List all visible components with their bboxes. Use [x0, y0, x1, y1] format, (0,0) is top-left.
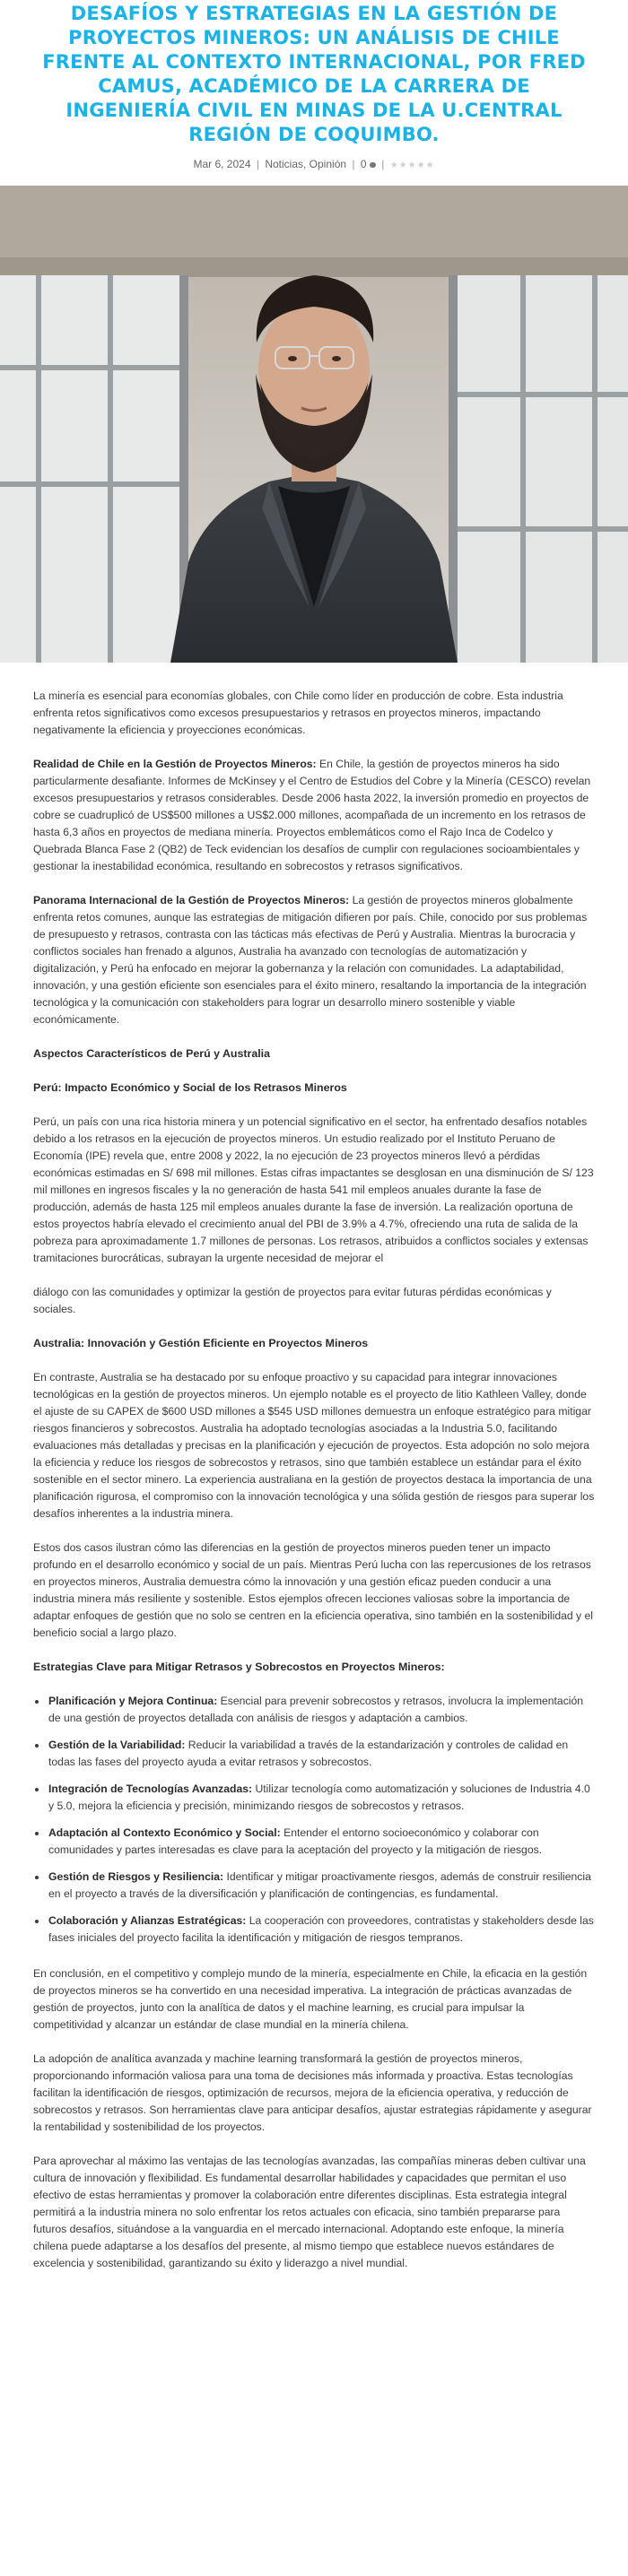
cases-paragraph: Estos dos casos ilustran cómo las diferencias en la gestión de proyectos mineros pueden tener un impacto profundo en el desarrollo económico y social de un país. Mientras Perú lucha con las repercusiones de los retrasos en proyectos mineros, Australia demuestra cómo la innovación y una gestión eficaz pueden conducir a una industria minera más resiliente y sostenible. Estos ejemplos ofrecen lecciones valiosas sobre la importancia de adaptar enfoques de gestión que no solo se centren en la eficiencia operativa, sino también en la sostenibilidad y el beneficio social a largo plazo. — [33, 1541, 594, 1639]
strategy-lead: Planificación y Mejora Continua: — [48, 1695, 218, 1707]
analytics-paragraph: La adopción de analítica avanzada y machine learning transformará la gestión de proyectos mineros, proporcionando información valiosa para una toma de decisiones más informada y proactiva. Estas tecnologías facilitan la identificación de riesgos, optimización de recursos, mejora de la eficiencia operativa, y reducción de sobrecostos y retrasos. Son herramientas clave para anticipar desafíos, ajustar estrategias rápidamente y asegurar la rentabilidad y sostenibilidad de los proyectos. — [33, 2052, 592, 2133]
list-item — [48, 1912, 595, 1947]
strategy-lead: Colaboración y Alianzas Estratégicas: — [48, 1914, 247, 1927]
chile-paragraph — [33, 756, 595, 875]
spacer — [33, 1267, 595, 1284]
aspects-heading: Aspectos Característicos de Perú y Australia — [33, 1047, 270, 1060]
strategy-text: Esencial para prevenir sobrecostos y retrasos, involucra la implementación de una gestión de proyectos detallada con análisis de riesgos y adaptación a cambios. — [48, 1695, 584, 1724]
list-item — [48, 1781, 595, 1815]
peru-heading: Perú: Impacto Económico y Social de los Retrasos Mineros — [33, 1081, 347, 1094]
list-item — [48, 1737, 595, 1771]
strategy-text: Identificar y mitigar proactivamente riesgos, además de construir resiliencia en el proyecto a través de la diversificación y planificación de contingencias, es fundamental. — [48, 1870, 591, 1900]
conclusion-paragraph: En conclusión, en el competitivo y complejo mundo de la minería, especialmente en Chile, la eficacia en la gestión de proyectos mineros se ha convertido en una necesidad imperativa. La integración de prácticas avanzadas de gestión de proyectos, junto con la analítica de datos y el machine learning, es crucial para impulsar la competitividad y alcanzar un estándar de clase mundial en la minería chilena. — [33, 1967, 588, 2031]
list-item — [48, 1825, 595, 1859]
strategy-text: La cooperación con proveedores, contratistas y stakeholders desde las fases iniciales del proyecto facilita la identificación y mitigación de riesgos tempranos. — [48, 1914, 594, 1944]
peru-paragraph-continued: diálogo con las comunidades y optimizar la gestión de proyectos para evitar futuras pérdidas económicas y sociales. — [33, 1286, 552, 1315]
chile-paragraph-lead: Realidad de Chile en la Gestión de Proyectos Mineros: — [33, 758, 317, 770]
post-date: Mar 6, 2024 — [193, 158, 251, 170]
rating-stars: ★★★★★ — [389, 160, 435, 170]
international-paragraph-lead: Panorama Internacional de la Gestión de Proyectos Mineros: — [33, 894, 350, 906]
meta-separator: | — [381, 158, 385, 170]
article-header — [0, 0, 628, 186]
australia-heading: Australia: Innovación y Gestión Eficiente en Proyectos Mineros — [33, 1337, 369, 1349]
australia-paragraph: En contraste, Australia se ha destacado por su enfoque proactivo y su capacidad para integrar innovaciones tecnológicas en la gestión de proyectos mineros. Un ejemplo notable es el proyecto de litio Kathleen Valley, donde el ajuste de su CAPEX de $600 USD millones a $545 USD millones demuestra un enfoque estratégico para mitigar riesgos financieros y sobrecostos. Australia ha adoptado tecnologías asociadas a la Industria 5.0, facilitando evaluaciones más detalladas y precisas en la planificación y ejecución de proyectos. Esta adopción no solo mejora la eficiencia y reduce los riesgos de sobrecostos y retrasos, sino que también establece un estándar para el éxito sostenible en el sector minero. La experiencia australiana en la gestión de proyectos destaca la importancia de una planificación rigurosa, el compromiso con la innovación tecnológica y una sólida gestión de riesgos para superar los desafíos inherentes a la industria minera. — [33, 1371, 595, 1520]
article-body — [0, 663, 628, 2325]
strategy-text: Utilizar tecnología como automatización y soluciones de Industria 4.0 y 5.0, mejora la eficiencia y precisión, minimizando riesgos de sobrecostos y retrasos. — [48, 1782, 590, 1812]
comment-count: 0 — [360, 158, 367, 170]
meta-separator: | — [352, 158, 355, 170]
portrait-photo — [0, 186, 628, 663]
meta-separator: | — [256, 158, 259, 170]
final-paragraph: Para aprovechar al máximo las ventajas de las tecnologías avanzadas, las compañías mineras deben cultivar una cultura de innovación y flexibilidad. Es fundamental desarrollar habilidades y capacidades que permitan el uso efectivo de estas herramientas y promover la colaboración entre diferentes disciplinas. Esta estrategia integral permitirá a la industria minera no solo enfrentar los retos actuales con eficacia, sino también prepararse para futuros desafíos, situándose a la vanguardia en el mercado internacional. Adoptando este enfoque, la minería chilena puede adaptarse a los desafíos del presente, al mismo tiempo que establece nuevos estándares de excelencia y sostenibilidad, garantizando su éxito y liderazgo a nivel mundial. — [33, 2155, 586, 2269]
strategy-lead: Integración de Tecnologías Avanzadas: — [48, 1782, 253, 1795]
chile-paragraph-text: En Chile, la gestión de proyectos mineros ha sido particularmente desafiante. Informes de McKinsey y el Centro de Estudios del Cobre y la Minería (CESCO) revelan excesos presupuestarios y retrasos considerables. Desde 2006 hasta 2022, la inversión promedio en proyectos de cobre se cuadruplicó de US$500 millones a US$2.000 millones, acompañada de un incremento en los retrasos de hasta 6,3 años en proyectos de mediana minería. Proyectos emblemáticos como el Rajo Inca de Codelco y Quebrada Blanca Fase 2 (QB2) de Teck evidencian los desafíos de cumplir con regulaciones socioambientales y gestionar la inestabilidad económica, resultando en sobrecostos y retrasos significativos. — [33, 758, 591, 872]
strategy-lead: Gestión de Riesgos y Resiliencia: — [48, 1870, 224, 1883]
intro-paragraph: La minería es esencial para economías globales, con Chile como líder en producción de cobre. Esta industria enfrenta retos significativos como excesos presupuestarios y retrasos en proyectos mineros, impactando negativamente la eficiencia y proyecciones económicas. — [33, 690, 563, 736]
international-paragraph-text: La gestión de proyectos mineros globalmente enfrenta retos comunes, aunque las estrategias de mitigación difieren por país. Chile, conocido por sus problemas de presupuesto y retrasos, contrasta con las tácticas más efectivas de Perú y Australia. Mientras la burocracia y conflictos sociales han frenado a algunos, Australia ha avanzado con tecnologías de automatización y digitalización, y Perú ha enfocado en mejorar la gobernanza y la relación con comunidades. La adaptabilidad, innovación, y una gestión eficiente son esenciales para el éxito minero, resaltando la importancia de la integración tecnológica y la comunicación con stakeholders para lograr un desarrollo minero sostenible y viable económicamente. — [33, 894, 588, 1026]
strategy-lead: Adaptación al Contexto Económico y Social: — [48, 1826, 281, 1839]
strategy-lead: Gestión de la Variabilidad: — [48, 1739, 186, 1751]
strategy-text: Reducir la variabilidad a través de la estandarización y controles de calidad en todas las fases del proyecto ayuda a evitar retrasos y sobrecostos. — [48, 1739, 569, 1768]
comments-link[interactable] — [361, 158, 376, 170]
list-item — [48, 1869, 595, 1903]
international-paragraph — [33, 892, 595, 1028]
article-title: DESAFÍOS Y ESTRATEGIAS EN LA GESTIÓN DE PROYECTOS MINEROS: UN ANÁLISIS DE CHILE FRENTE AL CONTEXTO INTERNACIONAL, POR FRED CAMUS, ACADÉMICO DE LA CARRERA DE INGENIERÍA CIVIL EN MINAS DE LA U.CENTRAL REGIÓN DE COQUIMBO. — [42, 3, 586, 145]
strategy-text: Entender el entorno socioeconómico y colaborar con comunidades y partes interesadas es clave para la aceptación del proyecto y la mitigación de riesgos. — [48, 1826, 543, 1856]
hero-image — [0, 186, 628, 663]
comment-icon — [370, 162, 376, 168]
strategies-heading: Estrategias Clave para Mitigar Retrasos y Sobrecostos en Proyectos Mineros: — [33, 1661, 445, 1673]
post-meta — [36, 158, 592, 170]
post-categories-link[interactable]: Noticias, Opinión — [265, 158, 347, 170]
peru-paragraph: Perú, un país con una rica historia minera y un potencial significativo en el sector, ha enfrentado desafíos notables debido a los retrasos en la ejecución de proyectos mineros. Un estudio realizado por el Instituto Peruano de Economía (IPE) revela que, entre 2008 y 2022, la no ejecución de 23 proyectos mineros llevó a pérdidas económicas estimadas en S/ 698 mil millones. Estas cifras impactantes se desglosan en una disminución de S/ 123 mil millones en ingresos fiscales y la no generación de hasta 541 mil empleos anuales durante la fase de producción, además de hasta 125 mil empleos anuales durante la fase de inversión. La realización oportuna de estos proyectos habría elevado el crecimiento anual del PBI de 3.9% a 4.7%, ofreciendo una ruta de salida de la pobreza para aproximadamente 1.7 millones de personas. Los retrasos, atribuidos a conflictos sociales y extensas tramitaciones burocráticas, subrayan la urgente necesidad de mejorar el — [33, 1115, 594, 1264]
list-item — [48, 1693, 595, 1727]
strategies-list — [33, 1693, 595, 1947]
